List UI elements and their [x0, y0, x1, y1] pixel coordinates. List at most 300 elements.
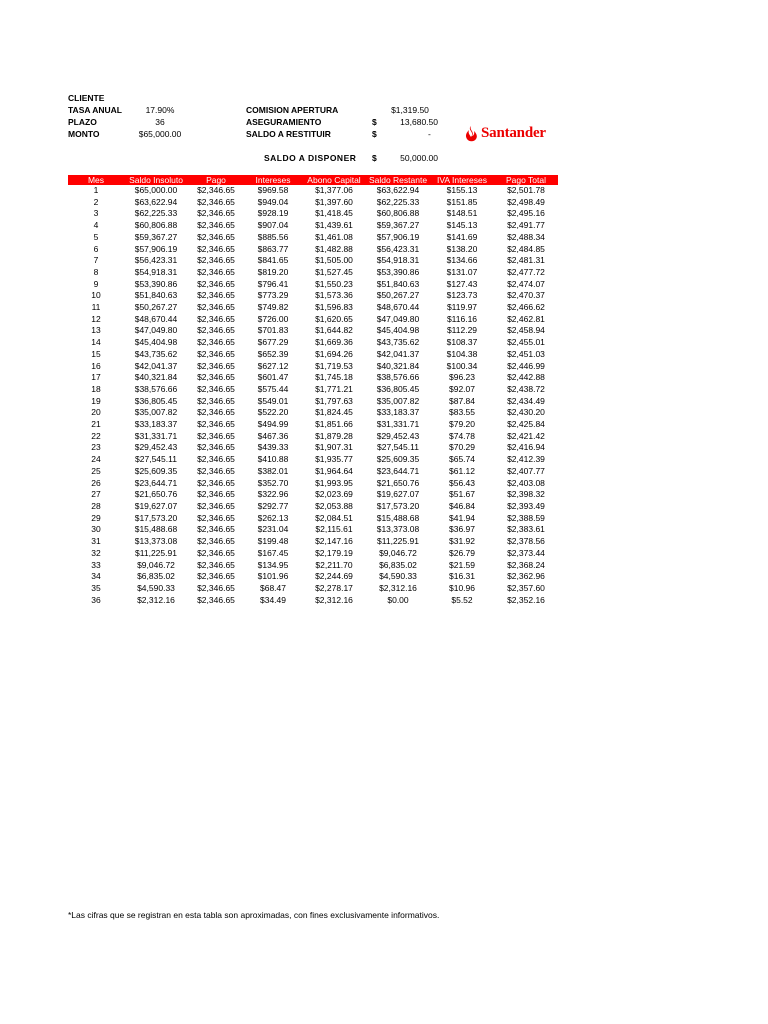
table-row [68, 524, 558, 536]
table-cell: $1,993.95 [315, 477, 353, 488]
table-cell: $1,851.66 [315, 419, 353, 430]
col-saldo-insoluto: Saldo Insoluto [124, 175, 188, 185]
table-cell: $51,840.63 [134, 290, 178, 301]
table-cell: $51.67 [449, 489, 475, 500]
table-cell: $2,383.61 [507, 524, 545, 535]
table-cell: $322.96 [257, 489, 289, 500]
table-cell: $21,650.76 [376, 477, 420, 488]
table-cell: $1,573.36 [315, 290, 353, 301]
table-cell: $819.20 [257, 266, 289, 277]
table-cell: $42,041.37 [134, 360, 178, 371]
table-cell: $575.44 [257, 383, 289, 394]
table-cell: 23 [91, 442, 101, 453]
table-cell: $36,805.45 [134, 395, 178, 406]
table-cell: $47,049.80 [376, 313, 420, 324]
table-cell: $2,346.65 [197, 547, 235, 558]
table-cell: $60,806.88 [134, 220, 178, 231]
table-cell: $16.31 [449, 571, 475, 582]
table-cell: $2,346.65 [197, 454, 235, 465]
table-cell: $2,346.65 [197, 512, 235, 523]
table-cell: 31 [91, 536, 101, 547]
table-cell: $2,442.88 [507, 372, 545, 383]
table-cell: 30 [91, 524, 101, 535]
table-cell: 22 [91, 430, 101, 441]
table-cell: $29,452.43 [134, 442, 178, 453]
table-cell: $2,346.65 [197, 559, 235, 570]
table-row [68, 431, 558, 443]
table-cell: $63,622.94 [134, 196, 178, 207]
table-cell: $1,719.53 [315, 360, 353, 371]
table-cell: $1,505.00 [315, 255, 353, 266]
table-cell: $101.96 [257, 571, 289, 582]
table-cell: $2,412.39 [507, 454, 545, 465]
table-cell: $2,346.65 [197, 500, 235, 511]
table-cell: $100.34 [446, 360, 478, 371]
saldo-disponer-currency: $ [372, 153, 377, 163]
table-row [68, 361, 558, 373]
table-cell: $50,267.27 [134, 302, 178, 313]
table-cell: $48,670.44 [376, 302, 420, 313]
table-cell: 28 [91, 500, 101, 511]
table-cell: $48,670.44 [134, 313, 178, 324]
table-cell: $2,398.32 [507, 489, 545, 500]
table-row [68, 548, 558, 560]
tasa-value: 17.90% [145, 105, 175, 115]
table-cell: $155.13 [446, 185, 478, 195]
table-cell: $31,331.71 [134, 430, 178, 441]
comision-label: COMISION APERTURA [246, 105, 339, 115]
table-cell: $5.52 [451, 594, 473, 605]
table-cell: $352.70 [257, 477, 289, 488]
cliente-label: CLIENTE [68, 93, 105, 103]
table-cell: $2,312.16 [315, 594, 353, 605]
table-cell: $123.73 [446, 290, 478, 301]
table-cell: $2,466.62 [507, 302, 545, 313]
table-cell: $2,346.65 [197, 372, 235, 383]
table-cell: $23,644.71 [376, 465, 420, 476]
table-cell: $56,423.31 [134, 255, 178, 266]
table-cell: $2,346.65 [197, 231, 235, 242]
table-cell: $1,797.63 [315, 395, 353, 406]
table-cell: $2,115.61 [315, 524, 353, 535]
table-cell: $127.43 [446, 278, 478, 289]
table-cell: $112.29 [446, 325, 478, 336]
table-cell: $2,446.99 [507, 360, 545, 371]
col-pago: Pago [188, 175, 244, 185]
table-cell: $2,498.49 [507, 196, 545, 207]
table-cell: $2,421.42 [507, 430, 545, 441]
table-cell: 16 [91, 360, 101, 371]
table-cell: $35,007.82 [134, 407, 178, 418]
table-cell: $13,373.08 [134, 536, 178, 547]
table-cell: $2,053.88 [315, 500, 353, 511]
table-cell: 4 [93, 220, 99, 231]
table-cell: $6,835.02 [379, 559, 417, 570]
table-cell: $13,373.08 [376, 524, 420, 535]
table-cell: $2,346.65 [197, 407, 235, 418]
table-cell: $2,495.16 [507, 208, 545, 219]
table-cell: $2,346.65 [197, 524, 235, 535]
table-cell: $2,481.31 [507, 255, 545, 266]
col-intereses: Intereses [244, 175, 302, 185]
table-cell: 10 [91, 290, 101, 301]
table-cell: $43,735.62 [134, 348, 178, 359]
table-cell: 19 [91, 395, 101, 406]
table-cell: $141.69 [446, 231, 478, 242]
table-cell: $2,346.65 [197, 302, 235, 313]
table-cell: $2,368.24 [507, 559, 545, 570]
table-cell: $59,367.27 [134, 231, 178, 242]
table-cell: $15,488.68 [376, 512, 420, 523]
table-cell: $53,390.86 [134, 278, 178, 289]
table-cell: $1,824.45 [315, 407, 353, 418]
table-cell: $1,418.45 [315, 208, 353, 219]
table-cell: $2,312.16 [379, 582, 417, 593]
table-row [68, 595, 558, 607]
table-cell: $949.04 [257, 196, 289, 207]
table-cell: $701.83 [257, 325, 289, 336]
table-cell: $1,879.28 [315, 430, 353, 441]
table-cell: $2,470.37 [507, 290, 545, 301]
table-cell: $2,346.65 [197, 489, 235, 500]
table-cell: $410.88 [257, 454, 289, 465]
table-cell: $62,225.33 [376, 196, 420, 207]
table-cell: $26.79 [449, 547, 475, 558]
table-cell: $2,179.19 [315, 547, 353, 558]
table-row [68, 583, 558, 595]
table-cell: $601.47 [257, 372, 289, 383]
table-cell: $2,346.65 [197, 536, 235, 547]
table-cell: 29 [91, 512, 101, 523]
table-row [68, 419, 558, 431]
table-row [68, 501, 558, 513]
table-row [68, 571, 558, 583]
table-cell: $928.19 [257, 208, 289, 219]
table-cell: $138.20 [446, 243, 478, 254]
table-cell: $2,346.65 [197, 594, 235, 605]
table-cell: $9,046.72 [137, 559, 175, 570]
table-cell: $62,225.33 [134, 208, 178, 219]
table-cell: $773.29 [257, 290, 289, 301]
table-cell: $45,404.98 [134, 337, 178, 348]
table-cell: 34 [91, 571, 101, 582]
table-cell: $262.13 [257, 512, 289, 523]
table-cell: $11,225.91 [377, 536, 419, 547]
table-row [68, 407, 558, 419]
table-cell: $59,367.27 [376, 220, 420, 231]
table-cell: $2,346.65 [197, 185, 235, 195]
table-cell: $92.07 [449, 383, 475, 394]
table-cell: $2,346.65 [197, 337, 235, 348]
table-row [68, 489, 558, 501]
table-cell: 25 [91, 465, 101, 476]
table-cell: $1,964.64 [315, 465, 353, 476]
tasa-label: TASA ANUAL [68, 105, 122, 115]
table-cell: $96.23 [449, 372, 475, 383]
table-cell: $2,346.65 [197, 582, 235, 593]
table-cell: $35,007.82 [376, 395, 420, 406]
table-row [68, 396, 558, 408]
table-cell: $87.84 [449, 395, 475, 406]
table-cell: 21 [91, 419, 101, 430]
table-cell: $2,346.65 [197, 313, 235, 324]
table-cell: $2,312.16 [137, 594, 175, 605]
table-row [68, 454, 558, 466]
table-cell: $2,388.59 [507, 512, 545, 523]
table-row [68, 302, 558, 314]
table-cell: $33,183.37 [376, 407, 420, 418]
table-cell: 5 [93, 231, 99, 242]
table-cell: $2,346.65 [197, 383, 235, 394]
table-cell: $2,346.65 [197, 196, 235, 207]
table-cell: $2,407.77 [507, 465, 545, 476]
table-cell: $2,211.70 [315, 559, 353, 570]
table-cell: $2,084.51 [315, 512, 353, 523]
table-cell: $1,644.82 [315, 325, 353, 336]
table-cell: $23,644.71 [134, 477, 178, 488]
table-cell: $56.43 [449, 477, 475, 488]
table-cell: 32 [91, 547, 101, 558]
saldo-restituir-label: SALDO A RESTITUIR [246, 129, 331, 139]
table-cell: $50,267.27 [376, 290, 420, 301]
table-cell: $51,840.63 [376, 278, 420, 289]
table-cell: 7 [93, 255, 99, 266]
table-cell: $2,346.65 [197, 395, 235, 406]
table-cell: $33,183.37 [134, 419, 178, 430]
comision-value: $1,319.50 [391, 105, 429, 115]
table-cell: $2,346.65 [197, 255, 235, 266]
table-cell: 26 [91, 477, 101, 488]
monto-label: MONTO [68, 129, 100, 139]
table-cell: $467.36 [257, 430, 289, 441]
table-cell: $56,423.31 [376, 243, 420, 254]
table-cell: $40,321.84 [376, 360, 420, 371]
flame-icon [463, 125, 479, 143]
table-cell: $25,609.35 [376, 454, 420, 465]
table-cell: 12 [91, 313, 101, 324]
table-cell: 36 [91, 594, 101, 605]
table-cell: $2,346.65 [197, 442, 235, 453]
table-cell: $2,362.96 [507, 571, 545, 582]
table-cell: $885.56 [257, 231, 289, 242]
table-row [68, 185, 558, 197]
table-header-row [68, 175, 558, 185]
table-cell: $31,331.71 [376, 419, 420, 430]
table-cell: 1 [93, 185, 99, 195]
table-cell: $2,430.20 [507, 407, 545, 418]
table-cell: $2,477.72 [507, 266, 545, 277]
table-cell: $2,346.65 [197, 278, 235, 289]
table-cell: $65,000.00 [134, 185, 178, 195]
table-row [68, 267, 558, 279]
table-cell: $2,462.81 [507, 313, 545, 324]
table-cell: $31.92 [449, 536, 475, 547]
table-cell: $2,474.07 [507, 278, 545, 289]
table-row [68, 466, 558, 478]
table-cell: $2,346.65 [197, 465, 235, 476]
table-cell: $969.58 [257, 185, 289, 195]
table-cell: $15,488.68 [134, 524, 178, 535]
table-cell: $1,439.61 [315, 220, 353, 231]
table-cell: $53,390.86 [376, 266, 420, 277]
table-cell: $1,935.77 [315, 454, 353, 465]
table-cell: $2,346.65 [197, 419, 235, 430]
table-cell: $2,357.60 [507, 582, 545, 593]
table-cell: $104.38 [446, 348, 478, 359]
table-cell: $1,482.88 [315, 243, 353, 254]
table-cell: 27 [91, 489, 101, 500]
table-row [68, 197, 558, 209]
col-mes: Mes [68, 175, 124, 185]
table-cell: $46.84 [449, 500, 475, 511]
table-cell: $9,046.72 [379, 547, 417, 558]
table-cell: $231.04 [257, 524, 289, 535]
table-row [68, 279, 558, 291]
table-cell: $25,609.35 [134, 465, 178, 476]
table-cell: $627.12 [257, 360, 289, 371]
table-cell: $2,346.65 [197, 220, 235, 231]
table-cell: $43,735.62 [376, 337, 420, 348]
table-cell: 20 [91, 407, 101, 418]
table-cell: $2,491.77 [507, 220, 545, 231]
table-row [68, 372, 558, 384]
table-cell: $2,346.65 [197, 290, 235, 301]
table-cell: $2,346.65 [197, 325, 235, 336]
table-cell: $40,321.84 [134, 372, 178, 383]
table-cell: 35 [91, 582, 101, 593]
table-cell: $19,627.07 [134, 500, 178, 511]
table-cell: $36.97 [449, 524, 475, 535]
table-row [68, 232, 558, 244]
aseguramiento-currency: $ [372, 117, 377, 127]
table-cell: $2,346.65 [197, 571, 235, 582]
table-cell: $1,907.31 [315, 442, 353, 453]
table-cell: $2,346.65 [197, 477, 235, 488]
table-row [68, 349, 558, 361]
table-row [68, 478, 558, 490]
table-cell: 11 [91, 302, 101, 313]
saldo-disponer-label: SALDO A DISPONER [264, 153, 357, 163]
table-cell: $47,049.80 [134, 325, 178, 336]
table-cell: $68.47 [260, 582, 286, 593]
table-cell: $1,550.23 [315, 278, 353, 289]
table-cell: $36,805.45 [376, 383, 420, 394]
table-cell: 33 [91, 559, 101, 570]
table-row [68, 536, 558, 548]
table-cell: $1,377.06 [315, 185, 353, 195]
plazo-label: PLAZO [68, 117, 97, 127]
table-cell: $60,806.88 [376, 208, 420, 219]
table-cell: $749.82 [257, 302, 289, 313]
col-pago-total: Pago Total [494, 175, 558, 185]
table-cell: $74.78 [449, 430, 475, 441]
table-cell: $2,501.78 [507, 185, 545, 195]
table-cell: $41.94 [449, 512, 475, 523]
table-cell: $2,403.08 [507, 477, 545, 488]
table-row [68, 244, 558, 256]
table-cell: 2 [93, 196, 99, 207]
col-iva-intereses: IVA Intereses [430, 175, 494, 185]
table-cell: $27,545.11 [135, 454, 177, 465]
table-row [68, 255, 558, 267]
table-cell: $70.29 [449, 442, 475, 453]
table-cell: $6,835.02 [137, 571, 175, 582]
footnote: *Las cifras que se registran en esta tabla son aproximadas, con fines exclusivamente informativos. [68, 910, 440, 920]
table-cell: $57,906.19 [134, 243, 178, 254]
table-cell: $1,397.60 [315, 196, 353, 207]
table-cell: $54,918.31 [376, 255, 420, 266]
table-row [68, 208, 558, 220]
table-cell: $726.00 [257, 313, 289, 324]
table-cell: $151.85 [446, 196, 478, 207]
table-cell: $2,455.01 [507, 337, 545, 348]
table-cell: $522.20 [257, 407, 289, 418]
table-cell: $61.12 [449, 465, 475, 476]
table-cell: $1,745.18 [315, 372, 353, 383]
table-cell: $2,346.65 [197, 266, 235, 277]
table-cell: $2,488.34 [507, 231, 545, 242]
table-row [68, 384, 558, 396]
table-cell: $145.13 [446, 220, 478, 231]
table-cell: $65.74 [449, 454, 475, 465]
table-cell: $2,378.56 [507, 536, 545, 547]
table-cell: $2,416.94 [507, 442, 545, 453]
table-cell: $199.48 [257, 536, 289, 547]
table-cell: $2,425.84 [507, 419, 545, 430]
table-cell: $167.45 [257, 547, 289, 558]
table-cell: $63,622.94 [376, 185, 420, 195]
plazo-value: 36 [155, 117, 165, 127]
table-cell: $863.77 [257, 243, 289, 254]
table-cell: $382.01 [257, 465, 289, 476]
table-cell: $1,620.65 [315, 313, 353, 324]
table-cell: $549.01 [257, 395, 289, 406]
table-cell: $10.96 [449, 582, 475, 593]
table-cell: $2,393.49 [507, 500, 545, 511]
table-cell: $21.59 [449, 559, 475, 570]
table-cell: $2,147.16 [315, 536, 353, 547]
table-row [68, 560, 558, 572]
logo-text: Santander [481, 125, 546, 141]
saldo-restituir-currency: $ [372, 129, 377, 139]
table-cell: 24 [91, 454, 101, 465]
table-cell: $2,484.85 [507, 243, 545, 254]
table-cell: $21,650.76 [134, 489, 178, 500]
saldo-disponer-value: 50,000.00 [400, 153, 438, 163]
table-cell: $2,244.69 [315, 571, 353, 582]
amortization-table [68, 175, 558, 606]
table-cell: 6 [93, 243, 99, 254]
table-cell: $1,669.36 [315, 337, 353, 348]
table-cell: $2,346.65 [197, 348, 235, 359]
table-cell: $19,627.07 [376, 489, 420, 500]
table-cell: 15 [91, 348, 101, 359]
table-cell: $1,771.21 [315, 383, 353, 394]
table-cell: $494.99 [257, 419, 289, 430]
table-cell: $2,373.44 [507, 547, 545, 558]
table-cell: $1,527.45 [315, 266, 353, 277]
table-cell: 17 [91, 372, 101, 383]
table-cell: $45,404.98 [376, 325, 420, 336]
santander-logo [463, 124, 555, 144]
table-row [68, 220, 558, 232]
table-cell: $116.16 [446, 313, 478, 324]
table-cell: $439.33 [257, 442, 289, 453]
table-cell: $119.97 [446, 302, 478, 313]
table-cell: $2,278.17 [315, 582, 353, 593]
table-cell: $27,545.11 [377, 442, 419, 453]
table-cell: $0.00 [387, 594, 409, 605]
